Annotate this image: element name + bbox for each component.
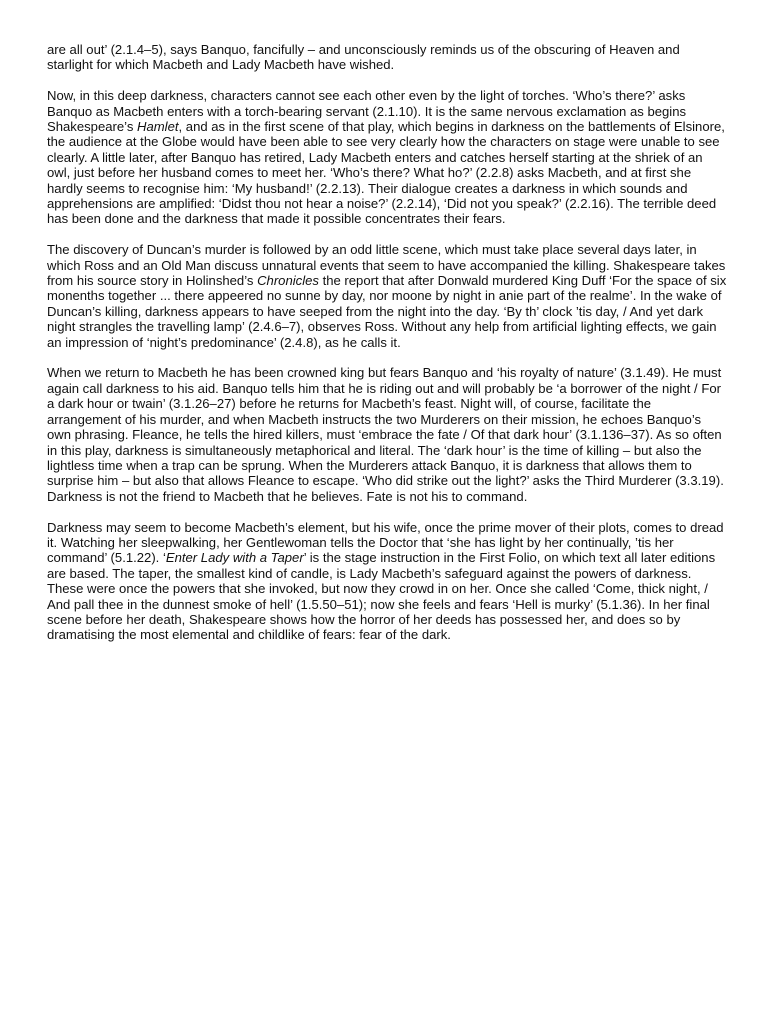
paragraph-lady-macbeth-dread <box>47 520 727 643</box>
text-run: the report that after Donwald murdered King Duff ‘For the space of six monenths together ... there appeered no sunne by day, nor moone by night in anie part of the realme’. In the wake of Duncan’s killing, darkness appears to have seeped from the night into the day. ‘By th’ clock ’tis day, / And yet dark night strangles the travelling lamp’ (2.4.6–7), observes Ross. Without any help from artificial lighting effects, we gain an impression of ‘night’s predominance’ (2.4.8), as he calls it. <box>47 273 727 350</box>
paragraph-duncan-murder <box>47 242 727 350</box>
paragraph-banquo-fancifully <box>47 42 727 73</box>
text-run: , and as in the first scene of that play, which begins in darkness on the battlements of Elsinore, the audience at the Globe would have been able to see very clearly how the characters on stage were unable to see clearly. A little later, after Banquo has retired, Lady Macbeth enters and catches herself starting at the shriek of an owl, just before her husband comes to meet her. ‘Who’s there? What ho?’ (2.2.8) asks Macbeth, and at first she hardly seems to recognise him: ‘My husband!’ (2.2.13). Their dialogue creates a darkness in which sounds and apprehensions are amplified: ‘Didst thou not hear a noise?’ (2.2.14), ‘Did not you speak?’ (2.2.16). The terrible deed has been done and the darkness that made it possible concentrates their fears. <box>47 119 725 227</box>
paragraph-crowned-king <box>47 365 727 504</box>
paragraph-deep-darkness <box>47 88 727 227</box>
text-run: The discovery of Duncan’s murder is followed by an odd little scene, which must take place several days later, in which Ross and an Old Man discuss unnatural events that seem to have accompanied the killing. Shakespeare takes from his source story in Holinshed’s <box>47 242 726 289</box>
text-run: When we return to Macbeth he has been crowned king but fears Banquo and ‘his royalty of nature’ (3.1.49). He must again call darkness to his aid. Banquo tells him that he is riding out and will probably be ‘a borrower of the night / For a dark hour or twain’ (3.1.26–27) before he returns for Macbeth’s feast. Night will, of course, facilitate the arrangement of his murder, and when Macbeth instructs the two Murderers on their mission, he echoes Banquo’s own phrasing. Fleance, he tells the hired killers, must ‘embrace the fate / Of that dark hour’ (3.1.136–37). As so often in this play, darkness is simultaneously metaphorical and literal. The ‘dark hour’ is the time of killing – but also the lightless time when a trap can be sprung. When the Murderers attack Banquo, it is darkness that allows them to surprise him – but also that allows Fleance to escape. ‘Who did strike out the light?’ asks the Third Murderer (3.3.19). Darkness is not the friend to Macbeth that he believes. Fate is not his to command. <box>47 365 724 504</box>
text-run: Now, in this deep darkness, characters cannot see each other even by the light of torches. ‘Who’s there?’ asks Banquo as Macbeth enters with a torch-bearing servant (2.1.10). It is the same nervous exclamation as begins Shakespeare’s <box>47 88 687 135</box>
text-run: are all out’ (2.1.4–5), says Banquo, fancifully – and unconsciously reminds us of the obscuring of Heaven and starlight for which Macbeth and Lady Macbeth have wished. <box>47 42 680 73</box>
text-run: ’ is the stage instruction in the First Folio, on which text all later editions are based. The taper, the smallest kind of candle, is Lady Macbeth’s safeguard against the powers of darkness. These were once the powers that she invoked, but now they crowd in on her. Once she called ‘Come, thick night, / And pall thee in the dunnest smoke of hell’ (1.5.50–51); now she feels and fears ‘Hell is murky’ (5.1.36). In her final scene before her death, Shakespeare shows how the horror of her deeds has possessed her, and does so by dramatising the most elemental and childlike of fears: fear of the dark. <box>47 550 716 643</box>
italic-title-chronicles: Chronicles <box>257 273 319 289</box>
text-run: Darkness may seem to become Macbeth’s element, but his wife, once the prime mover of their plots, comes to dread it. Watching her sleepwalking, her Gentlewoman tells the Doctor that ‘she has light by her continually, ’tis her command’ (5.1.22). ‘ <box>47 519 724 566</box>
document-page <box>47 42 727 658</box>
italic-stage-direction: Enter Lady with a Taper <box>165 550 304 566</box>
italic-title-hamlet: Hamlet <box>137 119 179 135</box>
